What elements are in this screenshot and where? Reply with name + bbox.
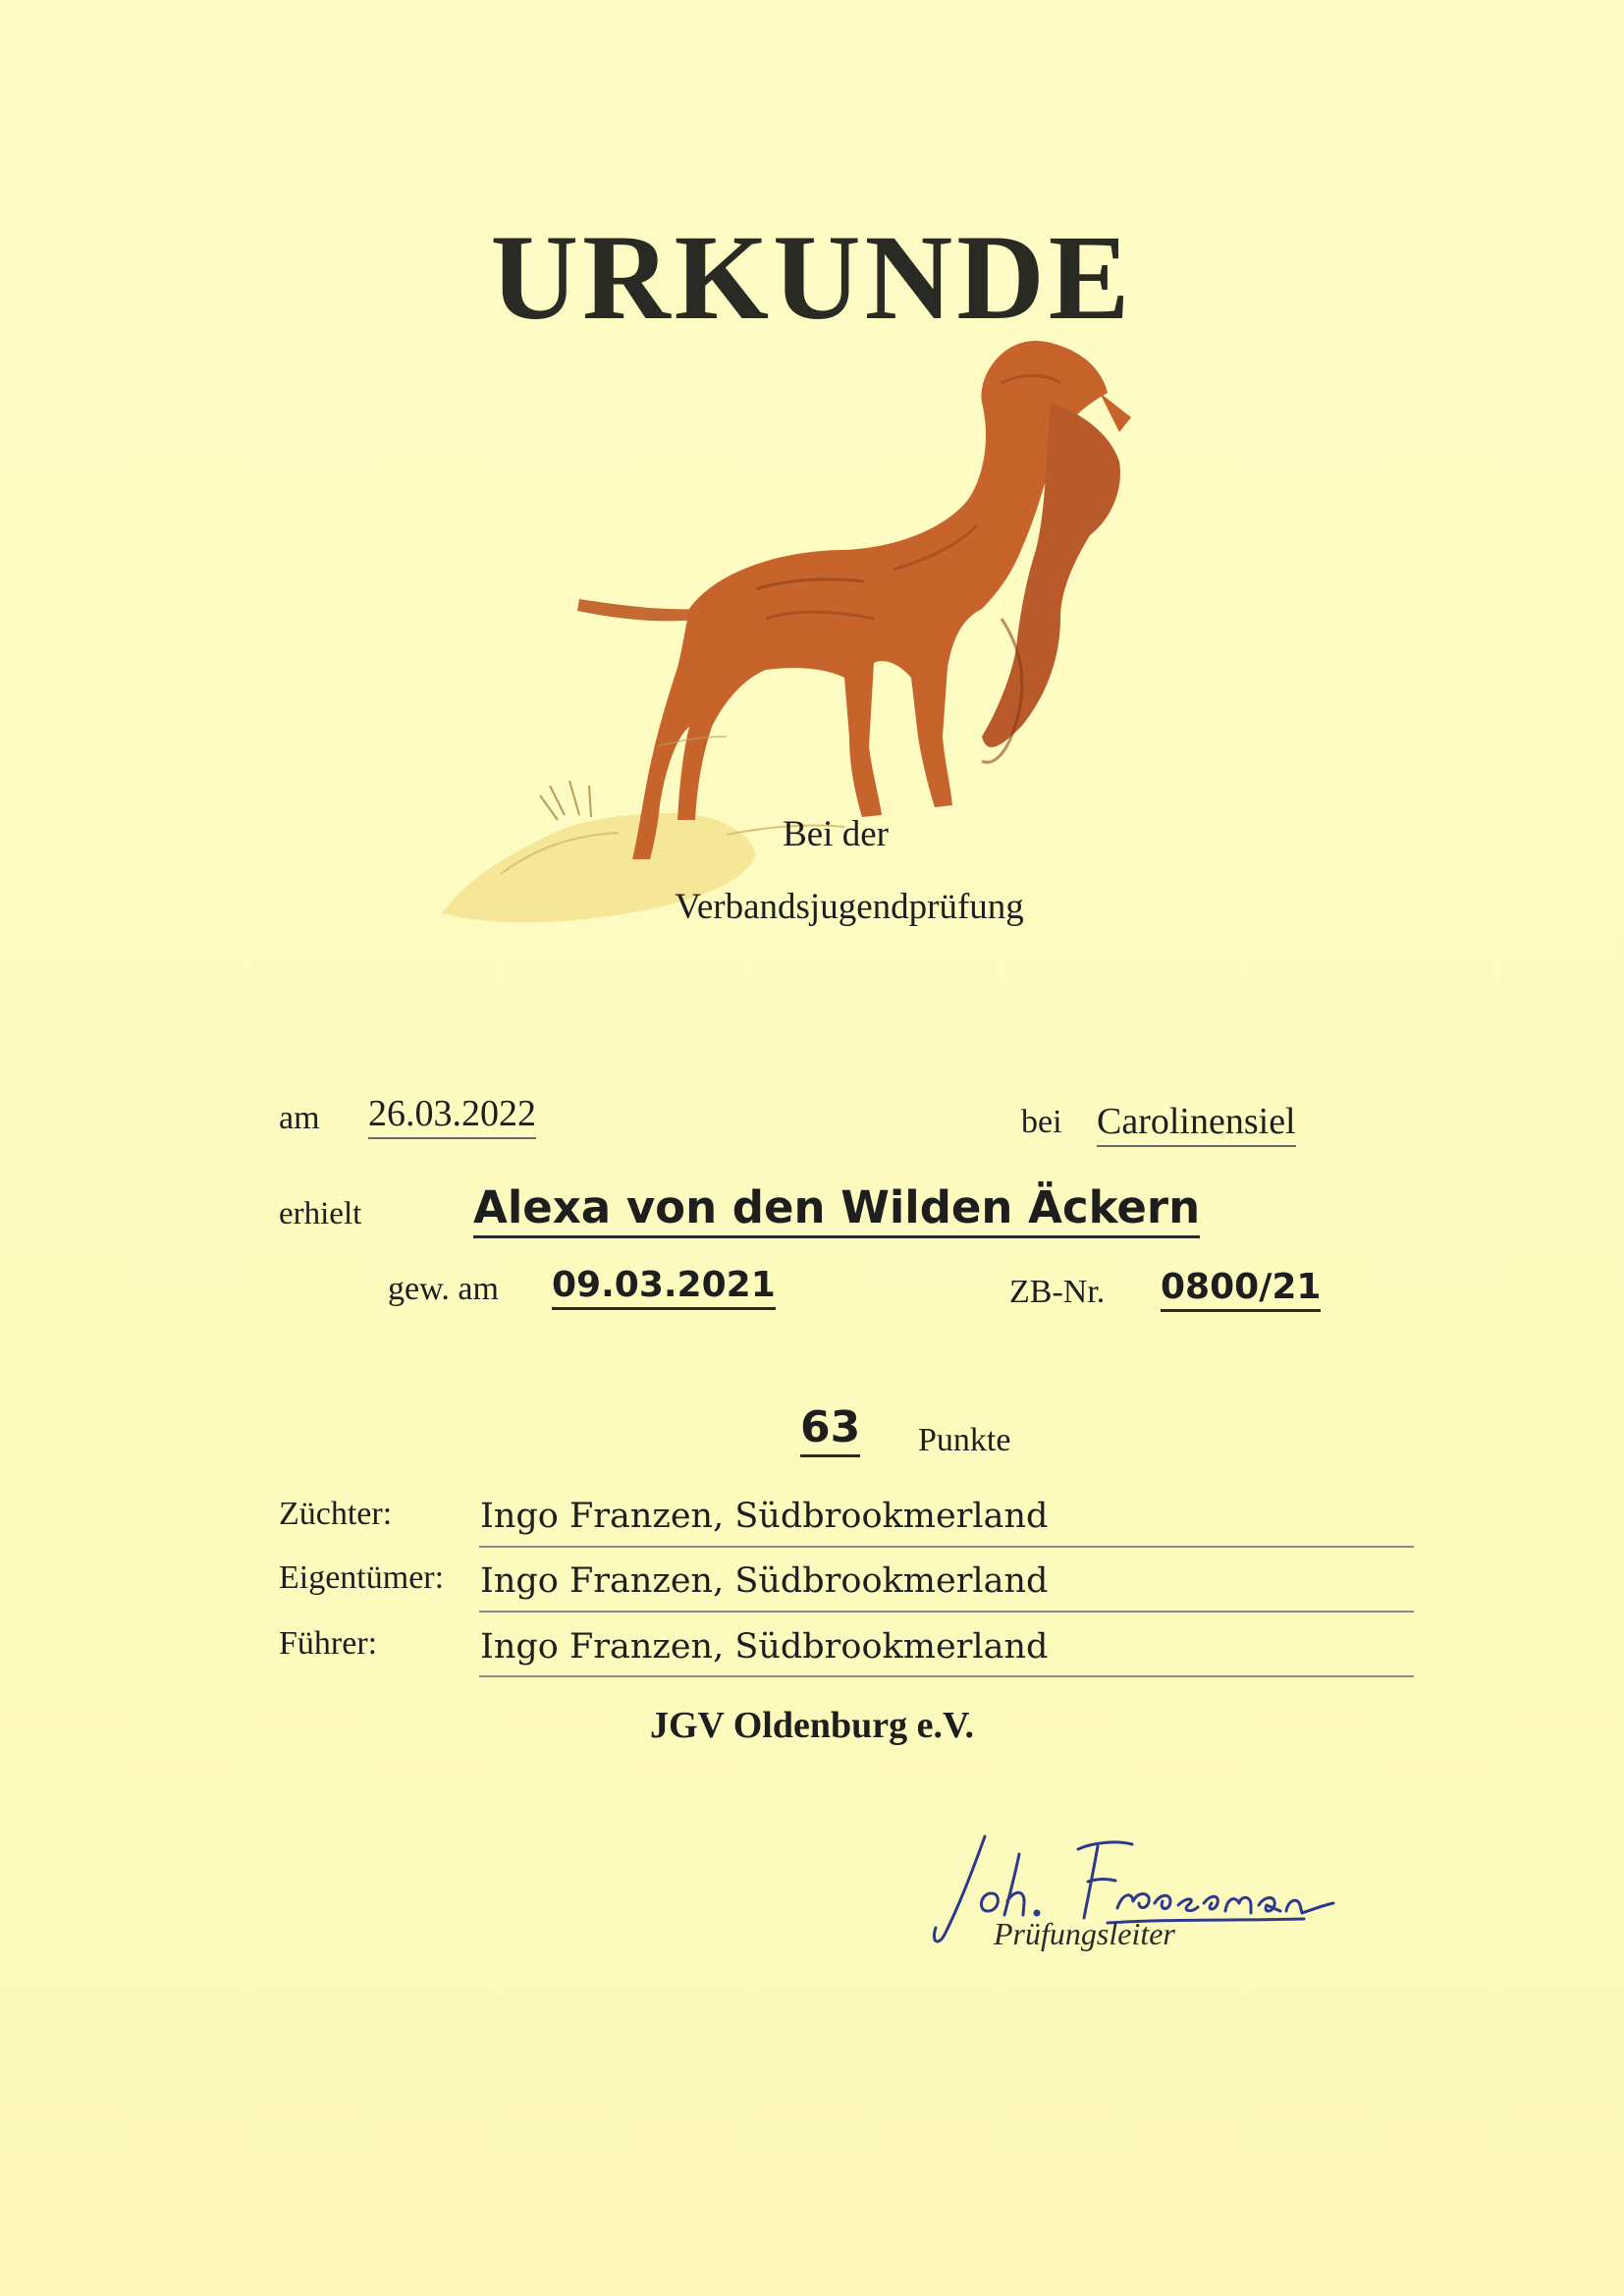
certificate-title: URKUNDE [490,210,1134,345]
received-label: erhielt [279,1196,362,1231]
zb-number: 0800/21 [1161,1267,1321,1312]
score-points: 63 [800,1402,860,1457]
exam-location-label: bei [1021,1104,1062,1140]
whelped-label: gew. am [388,1271,499,1307]
signature-role: Prüfungsleiter [994,1916,1175,1951]
score-points-label: Punkte [918,1422,1011,1458]
whelped-date: 09.03.2021 [552,1265,776,1310]
owner-label: Eigentümer: [279,1559,445,1596]
handler-label: Führer: [279,1625,378,1662]
breeder-label: Züchter: [279,1496,393,1532]
owner-underline [479,1611,1414,1613]
breeder-underline [479,1546,1414,1548]
intro-line-1: Bei der [783,814,889,854]
exam-date-label: am [279,1100,320,1136]
exam-date: 26.03.2022 [368,1092,536,1139]
exam-location: Carolinensiel [1097,1100,1296,1147]
club-name: JGV Oldenburg e.V. [649,1705,975,1746]
owner-value: Ingo Franzen, Südbrookmerland [480,1561,1049,1601]
handler-value: Ingo Franzen, Südbrookmerland [480,1627,1049,1667]
breeder-value: Ingo Franzen, Südbrookmerland [480,1497,1049,1536]
hunting-dog-carrying-fox-icon [432,324,1139,953]
zb-number-label: ZB-Nr. [1009,1274,1106,1310]
dog-name: Alexa von den Wilden Äckern [473,1181,1200,1238]
handler-underline [479,1675,1414,1677]
intro-line-2: Verbandsjugendprüfung [675,887,1024,927]
